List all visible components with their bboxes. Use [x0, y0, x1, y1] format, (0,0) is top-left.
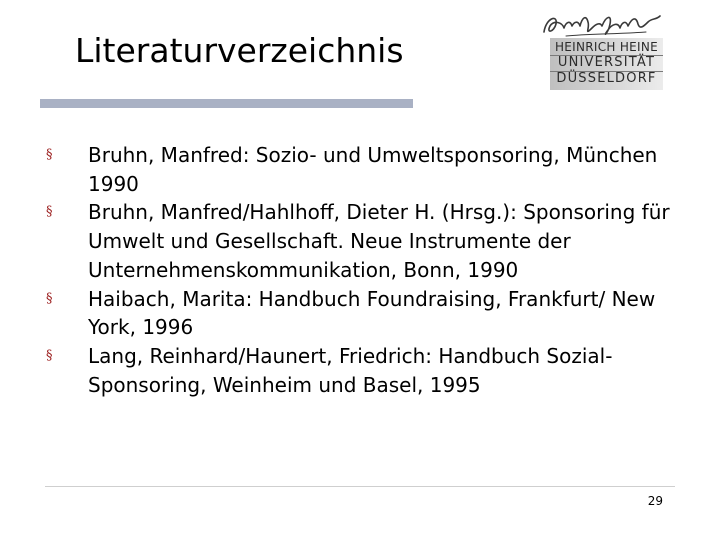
reference-item: [40, 198, 680, 284]
logo-line-1: HEINRICH HEINE: [554, 40, 659, 54]
reference-list: [40, 141, 680, 399]
reference-item: [40, 342, 680, 399]
bullet-icon: §: [46, 147, 53, 162]
reference-item: [40, 141, 680, 198]
slide-title: Literaturverzeichnis: [75, 31, 404, 70]
reference-text: Bruhn, Manfred/Hahlhoff, Dieter H. (Hrsg.): Sponsoring für Umwelt und Gesellschaft. Neue Instrumente der Unternehmenskommunikation, Bonn, 1990: [88, 200, 670, 282]
bullet-icon: §: [46, 290, 53, 306]
reference-item: [40, 285, 680, 342]
logo-line-3: DÜSSELDORF: [556, 71, 657, 86]
footer-divider: [45, 486, 675, 487]
bullet-icon: §: [46, 347, 53, 363]
reference-text: Bruhn, Manfred: Sozio- und Umweltsponsoring, München 1990: [88, 143, 658, 196]
logo-line-2: UNIVERSITÄT: [557, 55, 656, 70]
title-underline-bar: [40, 99, 413, 108]
page-number: 29: [647, 494, 663, 508]
university-logo: [528, 8, 668, 98]
bullet-icon: §: [46, 204, 53, 220]
reference-text: Lang, Reinhard/Haunert, Friedrich: Handbuch Sozial-Sponsoring, Weinheim und Basel, 1995: [88, 343, 613, 397]
reference-text: Haibach, Marita: Handbuch Foundraising, Frankfurt/ New York, 1996: [88, 286, 656, 340]
